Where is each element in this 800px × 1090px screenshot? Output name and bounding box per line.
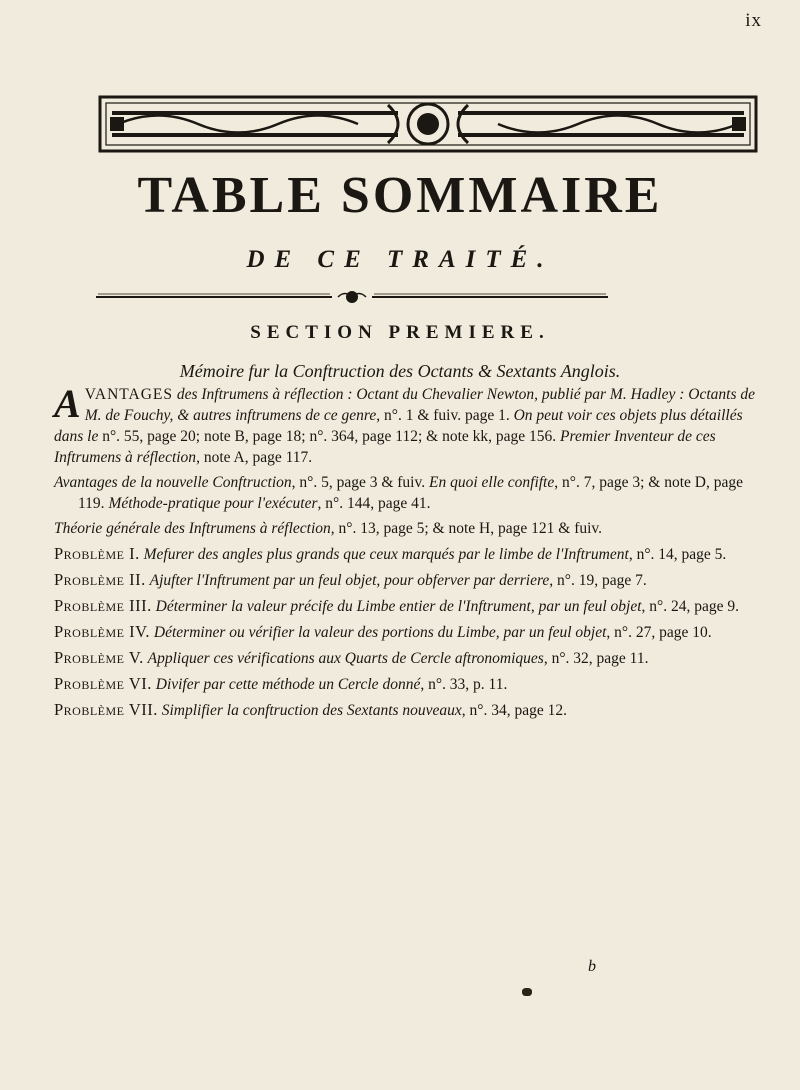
ornamental-rule bbox=[92, 290, 612, 304]
ink-blot bbox=[522, 988, 532, 996]
problem-title: Divifer par cette méthode un Cercle donné bbox=[155, 676, 421, 693]
problem-6 bbox=[54, 673, 766, 695]
problem-title: Déterminer la valeur précife du Limbe entier de l'Inftrument, par un feul objet bbox=[155, 598, 642, 615]
entry-italic: des Inftrumens à réflection : Octant du Chevalier Newton, publié par M. Hadley : Octants de M. de Fouchy, & autres inftrumens de ce genre bbox=[84, 386, 755, 424]
page-title: TABLE SOMMAIRE bbox=[137, 167, 663, 224]
ornamental-headpiece bbox=[98, 93, 758, 155]
entry-reference: , note A, page 117. bbox=[196, 449, 313, 466]
problem-label: Problème V. bbox=[54, 648, 144, 667]
problem-title: Simplifier la conftruction des Sextants nouveaux bbox=[161, 702, 462, 719]
problem-reference: , n°. 32, page 11. bbox=[543, 650, 649, 667]
drop-capital: A bbox=[54, 381, 81, 426]
entry-italic: Théorie générale des Inftrumens à réflection bbox=[54, 520, 331, 537]
problem-label: Problème IV. bbox=[54, 622, 151, 641]
section-subheading: Mémoire fur la Conftruction des Octants & Sextants Anglois. bbox=[179, 361, 621, 381]
entry-lead: VANTAGES bbox=[84, 386, 173, 403]
problem-reference: , n°. 33, p. 11. bbox=[420, 676, 508, 693]
entry-reference: , n°. 13, page 5; & note H, page 121 & fuiv. bbox=[330, 520, 603, 537]
entry-reference: , n°. 5, page 3 & fuiv. bbox=[291, 474, 429, 491]
problem-4 bbox=[54, 621, 766, 643]
problem-label: Problème VII. bbox=[54, 700, 158, 719]
entry-reference: , n°. 1 & fuiv. page 1. bbox=[376, 407, 514, 424]
entry-nouvelle-construction bbox=[54, 472, 766, 514]
problem-label: Problème III. bbox=[54, 596, 152, 615]
problem-3 bbox=[54, 595, 766, 617]
entry-avantages bbox=[54, 381, 766, 468]
entry-reference: , n°. 7, page 3; & note D, page 119. bbox=[78, 474, 743, 512]
problem-1 bbox=[54, 543, 766, 565]
entry-reference: n°. 55, page 20; note B, page 18; n°. 364, page 112; & note kk, page 156. bbox=[98, 428, 561, 445]
catchword: b bbox=[588, 958, 596, 975]
entry-italic: On peut voir ces objets plus détaillés dans le bbox=[54, 407, 743, 445]
entry-theorie bbox=[54, 518, 766, 539]
entry-italic: Avantages de la nouvelle Conftruction bbox=[54, 474, 292, 491]
contents-body bbox=[54, 381, 766, 725]
problem-title: Appliquer ces vérifications aux Quarts de Cercle aftronomiques bbox=[147, 650, 544, 667]
problem-title: Ajufter l'Inftrument par un feul objet, pour obferver par derriere bbox=[149, 572, 550, 589]
problem-label: Problème VI. bbox=[54, 674, 152, 693]
problem-title: Mefurer des angles plus grands que ceux marqués par le limbe de l'Inftrument bbox=[143, 546, 629, 563]
problem-reference: , n°. 19, page 7. bbox=[549, 572, 647, 589]
entry-italic: Méthode-pratique pour l'exécuter bbox=[108, 495, 318, 512]
page-number: ix bbox=[745, 10, 762, 31]
problem-title: Déterminer ou vérifier la valeur des portions du Limbe, par un feul objet bbox=[153, 624, 607, 641]
problem-5 bbox=[54, 647, 766, 669]
problem-reference: , n°. 24, page 9. bbox=[641, 598, 739, 615]
entry-italic: En quoi elle confifte bbox=[428, 474, 555, 491]
problem-reference: , n°. 34, page 12. bbox=[461, 702, 568, 719]
problem-label: Problème II. bbox=[54, 570, 146, 589]
page-subtitle: DE CE TRAITÉ. bbox=[246, 246, 554, 273]
entry-italic: Premier Inventeur de ces Inftrumens à réflection bbox=[54, 428, 716, 466]
problem-7 bbox=[54, 699, 766, 721]
problem-label: Problème I. bbox=[54, 544, 140, 563]
entry-reference: , n°. 144, page 41. bbox=[317, 495, 431, 512]
section-heading: SECTION PREMIERE. bbox=[250, 322, 550, 343]
problem-reference: , n°. 14, page 5. bbox=[628, 546, 727, 563]
problem-reference: , n°. 27, page 10. bbox=[606, 624, 712, 641]
problem-2 bbox=[54, 569, 766, 591]
